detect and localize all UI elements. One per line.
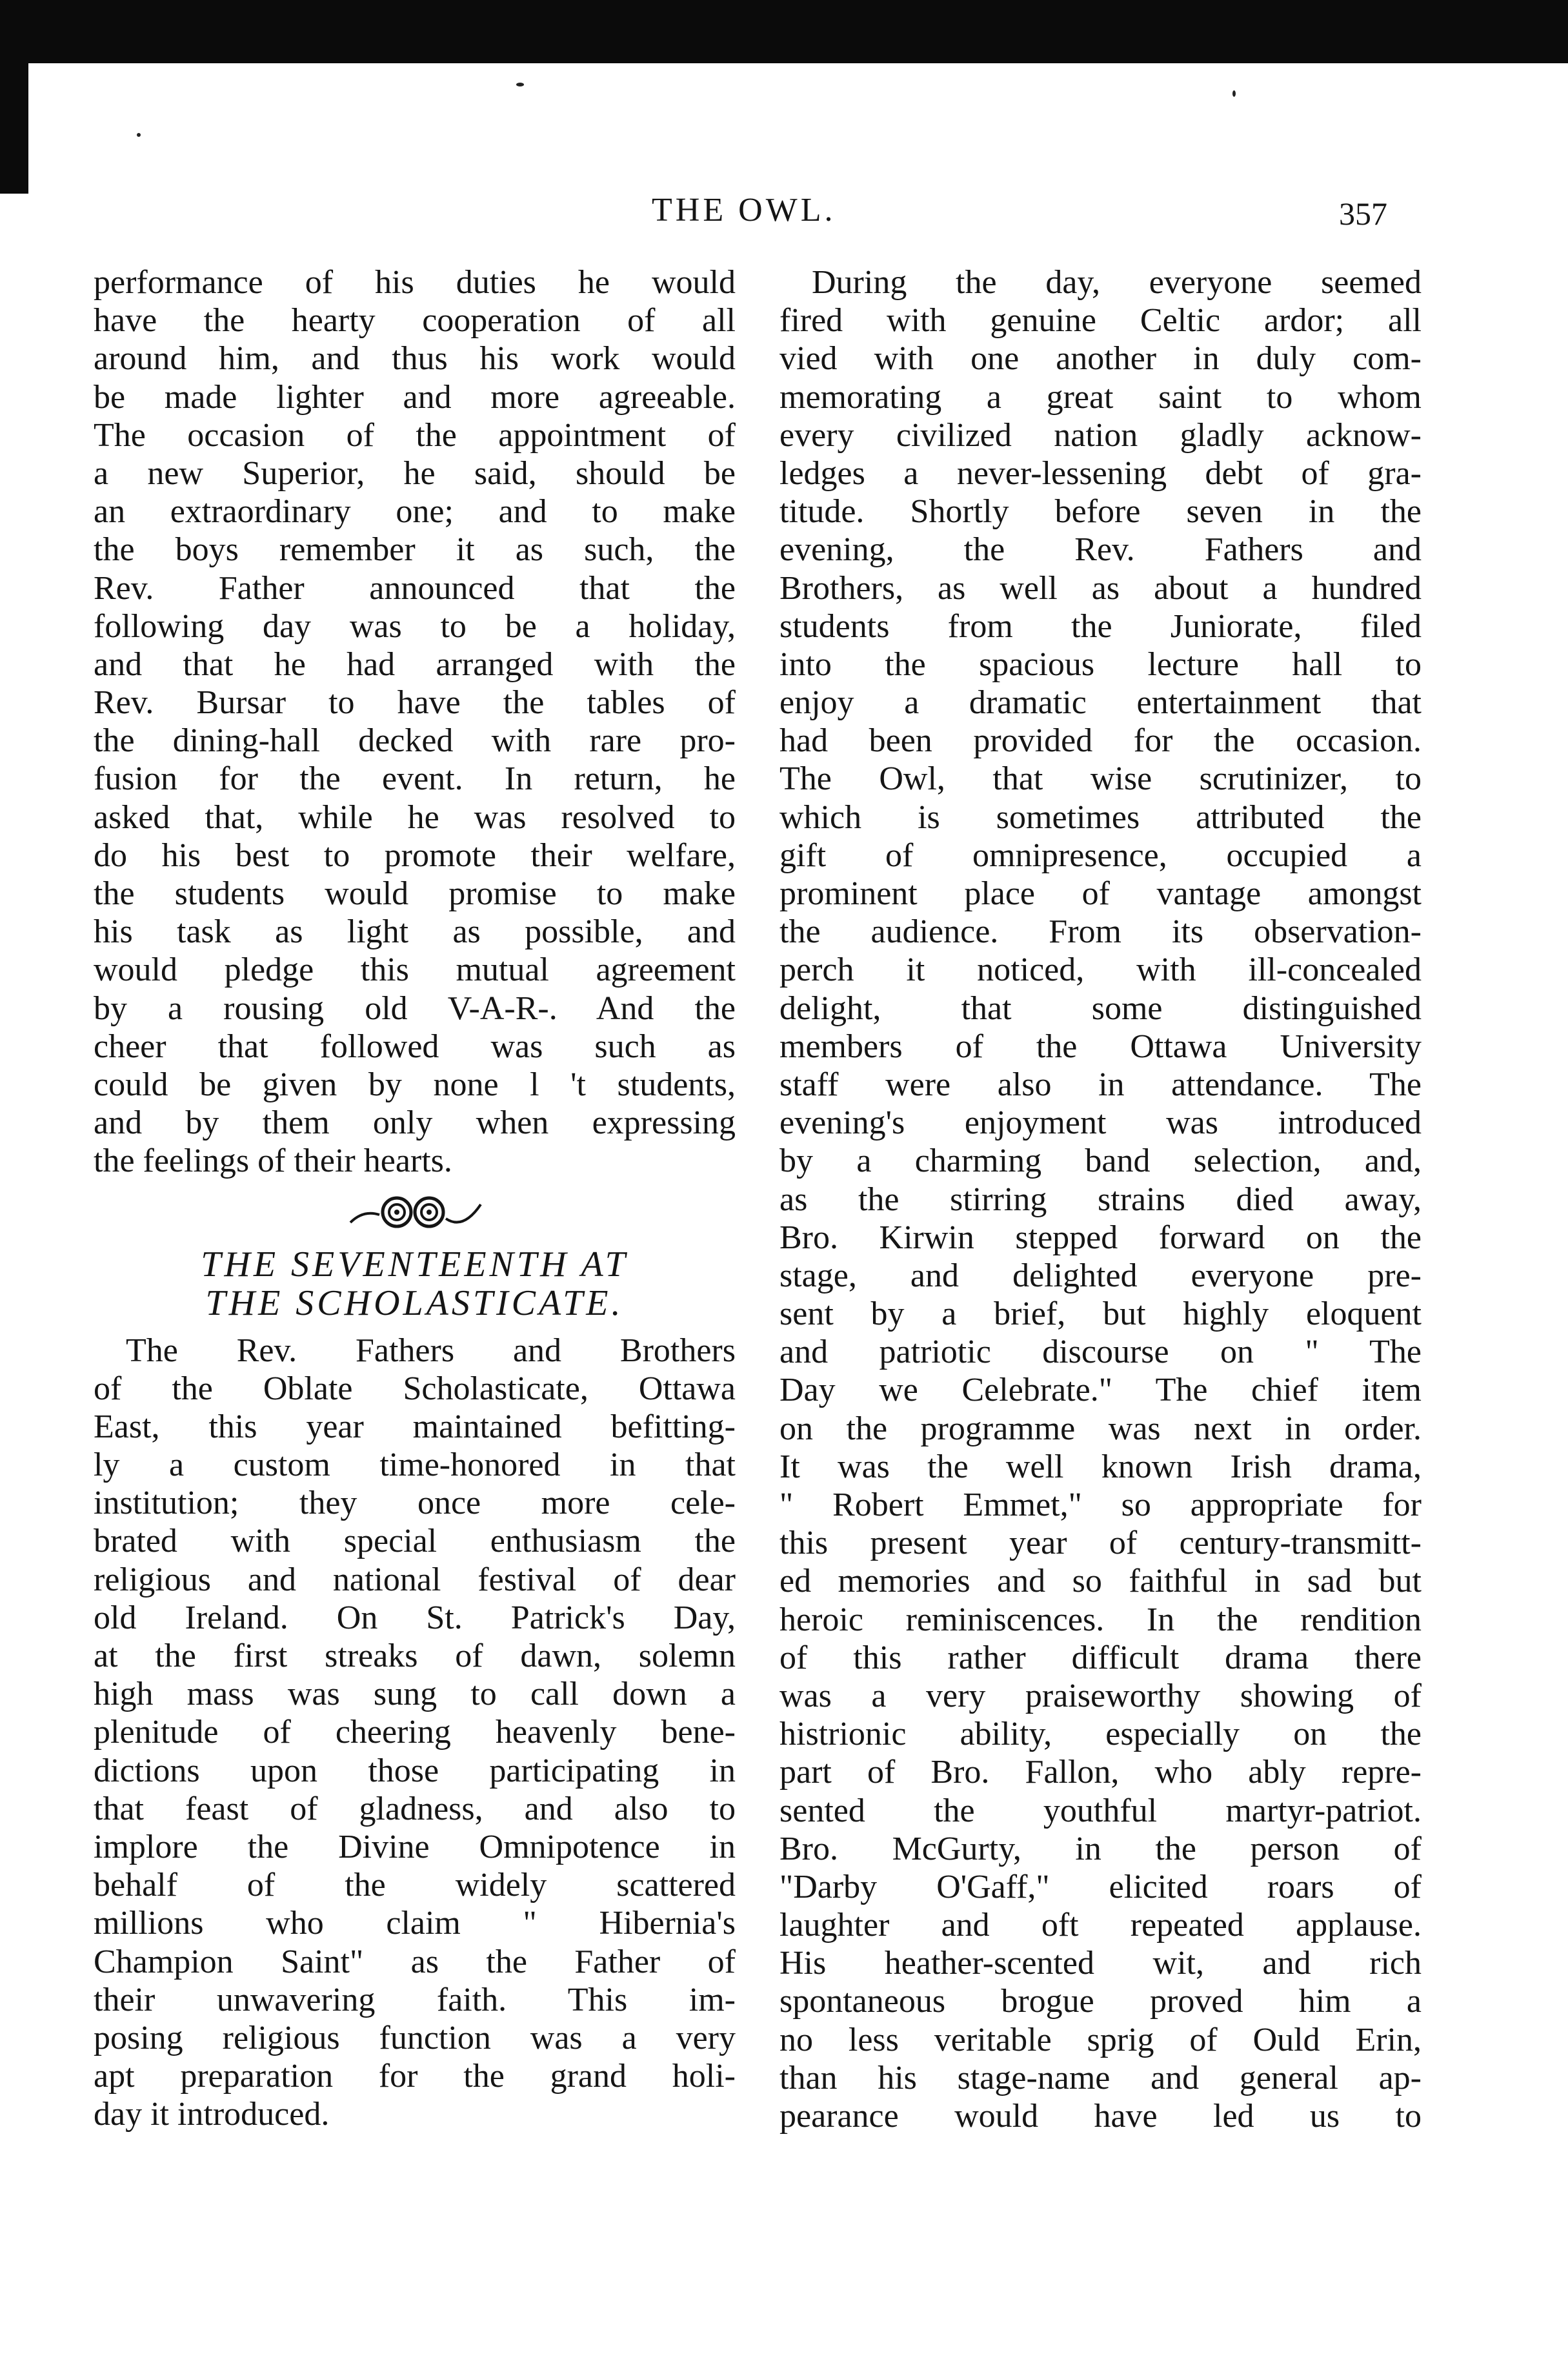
section-heading xyxy=(94,1245,736,1323)
text-line: part of Bro. Fallon, who ably repre- xyxy=(779,1754,1422,1791)
scroll-ornament-icon xyxy=(344,1190,486,1235)
text-line: " Robert Emmet," so appropriate for xyxy=(779,1486,1422,1523)
text-line: pearance would have led us to xyxy=(779,2098,1422,2135)
text-line: plenitude of cheering heavenly bene- xyxy=(94,1714,736,1751)
paragraph-1 xyxy=(94,263,736,1181)
text-line: During the day, everyone seemed xyxy=(812,264,1422,301)
text-line: sented the youthful martyr-patriot. xyxy=(779,1792,1422,1829)
text-line: ly a custom time-honored in that xyxy=(94,1446,736,1484)
text-line: institution; they once more cele- xyxy=(94,1485,736,1522)
text-line: His heather-scented wit, and rich xyxy=(779,1945,1422,1982)
text-line: an extraordinary one; and to make xyxy=(94,493,736,531)
text-line: around him, and thus his work would xyxy=(94,340,736,378)
text-line: Rev. Bursar to have the tables of xyxy=(94,684,736,722)
text-line: performance of his duties he would xyxy=(94,264,736,301)
text-line: his task as light as possible, and xyxy=(94,913,736,951)
running-head: THE OWL. xyxy=(652,192,836,228)
scan-speck xyxy=(516,83,524,86)
text-line: high mass was sung to call down a xyxy=(94,1676,736,1713)
text-line: evening's enjoyment was introduced xyxy=(779,1104,1422,1142)
text-line: their unwavering faith. This im- xyxy=(94,1981,736,2018)
text-line: religious and national festival of dear xyxy=(94,1561,736,1598)
text-line: gift of omnipresence, occupied a xyxy=(779,837,1422,874)
text-line: this present year of century-transmitt- xyxy=(779,1525,1422,1562)
text-line: ledges a never-lessening debt of gra- xyxy=(779,454,1422,492)
text-line: be made lighter and more agreeable. xyxy=(94,378,736,416)
text-line: apt preparation for the grand holi- xyxy=(94,2058,736,2095)
text-line: students from the Juniorate, filed xyxy=(779,607,1422,645)
text-line: have the hearty cooperation of all xyxy=(94,302,736,340)
right-column xyxy=(779,263,1422,2135)
text-line: East, this year maintained befitting- xyxy=(94,1408,736,1445)
text-line: histrionic ability, especially on the xyxy=(779,1716,1422,1753)
paragraph-2 xyxy=(94,1332,736,2134)
text-line: Bro. McGurty, in the person of xyxy=(779,1830,1422,1867)
text-line: following day was to be a holiday, xyxy=(94,607,736,645)
text-line: enjoy a dramatic entertainment that xyxy=(779,684,1422,722)
text-line: ed memories and so faithful in sad but xyxy=(779,1563,1422,1600)
text-line: brated with special enthusiasm the xyxy=(94,1523,736,1560)
text-line: the boys remember it as such, the xyxy=(94,531,736,569)
scan-speck xyxy=(1232,90,1236,97)
scan-speck xyxy=(137,133,141,137)
scan-border-left xyxy=(0,0,28,194)
text-line: Bro. Kirwin stepped forward on the xyxy=(779,1219,1422,1256)
text-line: by a charming band selection, and, xyxy=(779,1142,1422,1180)
text-line: cheer that followed was such as xyxy=(94,1028,736,1065)
text-line: The Owl, that wise scrutinizer, to xyxy=(779,760,1422,798)
text-line: that feast of gladness, and also to xyxy=(94,1790,736,1827)
text-line: at the first streaks of dawn, solemn xyxy=(94,1638,736,1674)
text-line: staff were also in attendance. The xyxy=(779,1066,1422,1103)
text-line: Brothers, as well as about a hundred xyxy=(779,569,1422,607)
text-line: The Rev. Fathers and Brothers xyxy=(126,1332,736,1369)
text-line: spontaneous brogue proved him a xyxy=(779,1983,1422,2020)
text-line: of the Oblate Scholasticate, Ottawa xyxy=(94,1370,736,1407)
text-line: The occasion of the appointment of xyxy=(94,416,736,454)
text-line: behalf of the widely scattered xyxy=(94,1867,736,1904)
section-ornament xyxy=(94,1181,736,1245)
section-heading-line: THE SCHOLASTICATE. xyxy=(205,1283,624,1323)
text-line: and patriotic discourse on " The xyxy=(779,1334,1422,1371)
text-line: titude. Shortly before seven in the xyxy=(779,493,1422,531)
text-line: prominent place of vantage amongst xyxy=(779,875,1422,912)
scan-border-top xyxy=(0,0,1568,63)
text-line: the audience. From its observation- xyxy=(779,913,1422,951)
text-line: was a very praiseworthy showing of xyxy=(779,1677,1422,1714)
section-heading-line: THE SEVENTEENTH AT xyxy=(201,1244,628,1284)
text-line: of this rather difficult drama there xyxy=(779,1639,1422,1676)
text-line: sent by a brief, but highly eloquent xyxy=(779,1295,1422,1333)
text-line: dictions upon those participating in xyxy=(94,1752,736,1789)
text-line: members of the Ottawa University xyxy=(779,1028,1422,1065)
text-line: do his best to promote their welfare, xyxy=(94,837,736,874)
text-line: on the programme was next in order. xyxy=(779,1410,1422,1447)
text-line: "Darby O'Gaff," elicited roars of xyxy=(779,1868,1422,1905)
text-line: asked that, while he was resolved to xyxy=(94,798,736,836)
text-line: fired with genuine Celtic ardor; all xyxy=(779,302,1422,340)
text-line: evening, the Rev. Fathers and xyxy=(779,531,1422,569)
text-line: every civilized nation gladly acknow- xyxy=(779,416,1422,454)
text-line: no less veritable sprig of Ould Erin, xyxy=(779,2021,1422,2058)
text-line: as the stirring strains died away, xyxy=(779,1181,1422,1218)
text-line: could be given by none l 't students, xyxy=(94,1066,736,1103)
text-line: laughter and oft repeated applause. xyxy=(779,1907,1422,1944)
left-column xyxy=(94,263,736,2133)
text-line: a new Superior, he said, should be xyxy=(94,454,736,492)
text-line: perch it noticed, with ill-concealed xyxy=(779,951,1422,989)
text-line: memorating a great saint to whom xyxy=(779,378,1422,416)
text-line: and that he had arranged with the xyxy=(94,645,736,683)
text-line: posing religious function was a very xyxy=(94,2019,736,2056)
text-line: heroic reminiscences. In the rendition xyxy=(779,1601,1422,1638)
text-line: by a rousing old V-A-R-. And the xyxy=(94,989,736,1027)
text-line: into the spacious lecture hall to xyxy=(779,645,1422,683)
text-line: implore the Divine Omnipotence in xyxy=(94,1828,736,1865)
text-line: day it introduced. xyxy=(94,2096,330,2133)
text-line: the dining-hall decked with rare pro- xyxy=(94,722,736,760)
text-line: had been provided for the occasion. xyxy=(779,722,1422,760)
text-line: fusion for the event. In return, he xyxy=(94,760,736,798)
text-line: the students would promise to make xyxy=(94,875,736,912)
text-line: and by them only when expressing xyxy=(94,1104,736,1142)
text-line: Champion Saint" as the Father of xyxy=(94,1943,736,1980)
text-line: Day we Celebrate." The chief item xyxy=(779,1372,1422,1409)
page-number: 357 xyxy=(1339,196,1387,232)
text-line: millions who claim " Hibernia's xyxy=(94,1905,736,1942)
text-line: the feelings of their hearts. xyxy=(94,1142,452,1180)
text-line: would pledge this mutual agreement xyxy=(94,951,736,989)
text-line: than his stage-name and general ap- xyxy=(779,2059,1422,2096)
text-line: delight, that some distinguished xyxy=(779,989,1422,1027)
text-line: stage, and delighted everyone pre- xyxy=(779,1257,1422,1294)
text-line: vied with one another in duly com- xyxy=(779,340,1422,378)
text-line: It was the well known Irish drama, xyxy=(779,1448,1422,1485)
text-line: which is sometimes attributed the xyxy=(779,798,1422,836)
text-line: Rev. Father announced that the xyxy=(94,569,736,607)
text-line: old Ireland. On St. Patrick's Day, xyxy=(94,1599,736,1636)
